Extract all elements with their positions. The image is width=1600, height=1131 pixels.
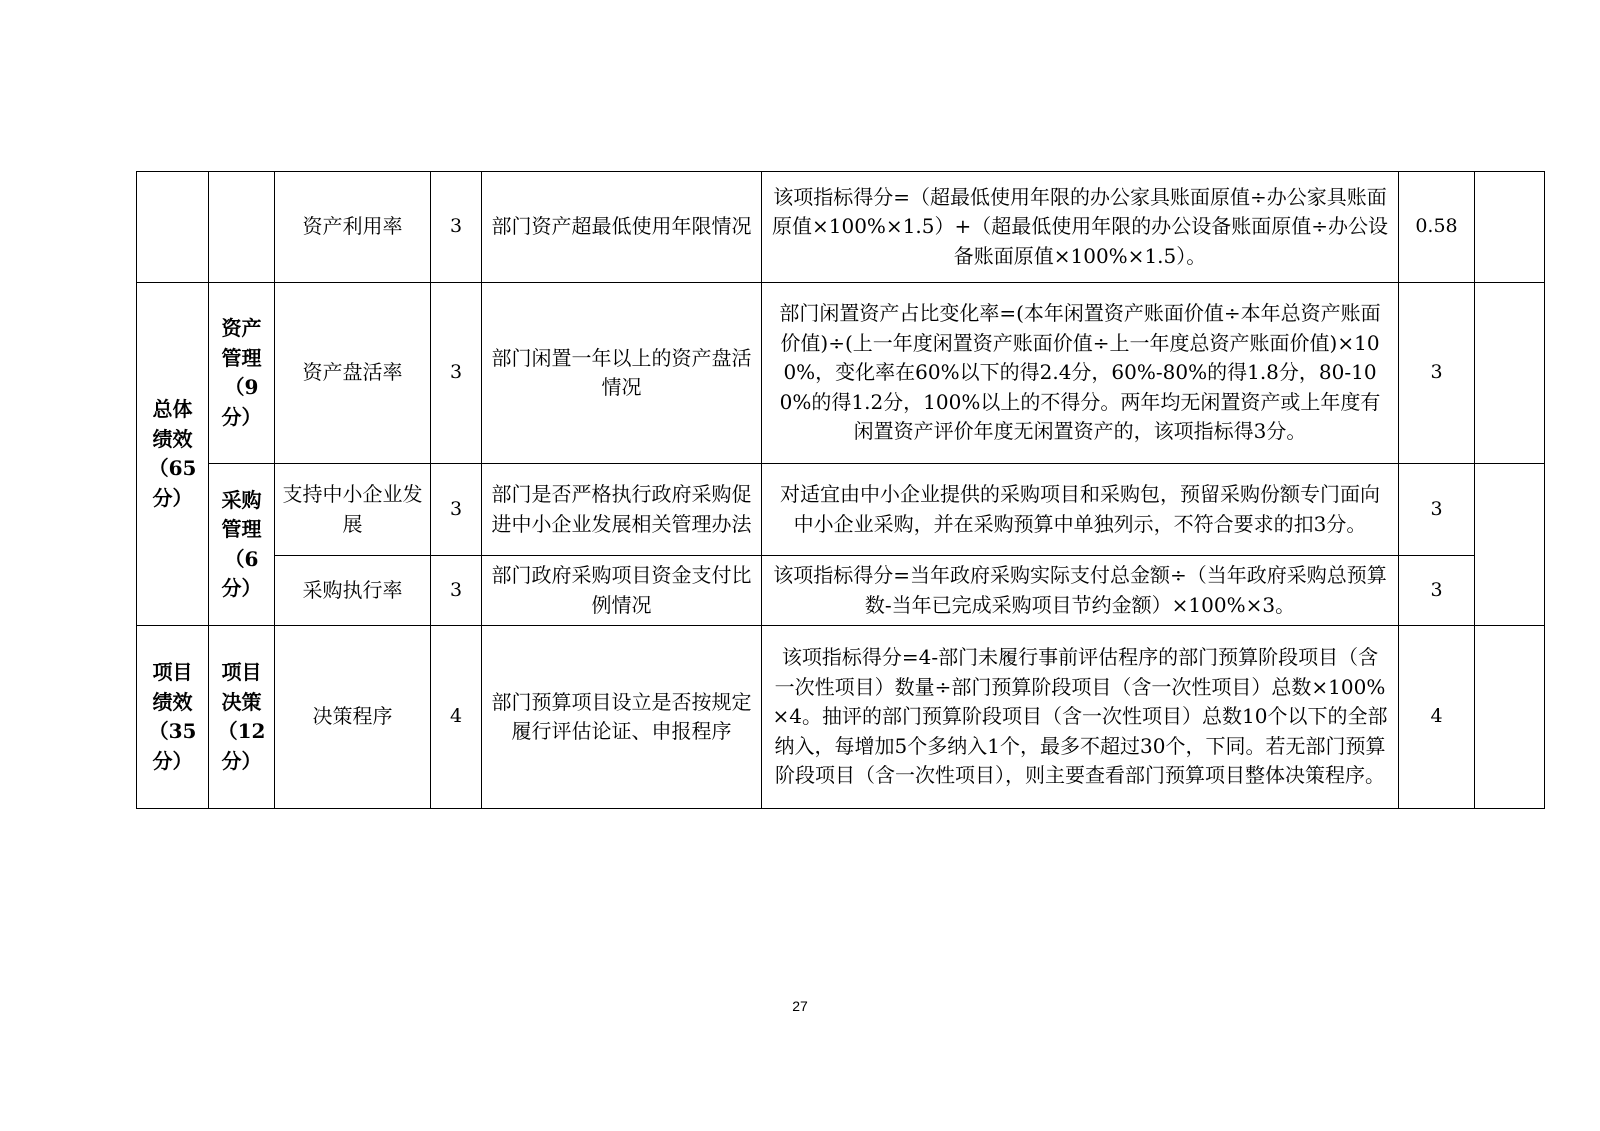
criteria-cell: 该项指标得分=（超最低使用年限的办公家具账面原值÷办公家具账面原值×100%×1.5）+（超最低使用年限的办公设备账面原值÷办公设备账面原值×100%×1.5）。 xyxy=(762,172,1399,283)
indicator-cell: 资产盘活率 xyxy=(275,283,431,464)
subcategory-cell xyxy=(209,172,275,283)
score-cell: 3 xyxy=(1399,464,1475,556)
category-cell xyxy=(137,172,209,283)
criteria-cell: 该项指标得分=4-部门未履行事前评估程序的部门预算阶段项目（含一次性项目）数量÷部门预算阶段项目（含一次性项目）总数×100%×4。抽评的部门预算阶段项目（含一次性项目）总数10个以下的全部纳入，每增加5个多纳入1个，最多不超过30个，下同。若无部门预算阶段项目（含一次性项目），则主要查看部门预算项目整体决策程序。 xyxy=(762,626,1399,809)
subcategory-cell: 项目决策（12分） xyxy=(209,626,275,809)
weight-cell: 4 xyxy=(431,626,482,809)
weight-cell: 3 xyxy=(431,464,482,556)
score-cell: 4 xyxy=(1399,626,1475,809)
category-cell: 项目绩效（35分） xyxy=(137,626,209,809)
remark-cell xyxy=(1475,172,1545,283)
remark-cell xyxy=(1475,283,1545,464)
evaluation-table xyxy=(136,171,1545,809)
score-cell: 0.58 xyxy=(1399,172,1475,283)
page-number: 27 xyxy=(792,998,808,1014)
description-cell: 部门预算项目设立是否按规定履行评估论证、申报程序 xyxy=(482,626,762,809)
category-cell: 总体绩效（65分） xyxy=(137,283,209,626)
subcategory-cell: 采购管理（6分） xyxy=(209,464,275,626)
table-row xyxy=(137,172,1545,283)
remark-cell xyxy=(1475,626,1545,809)
description-cell: 部门闲置一年以上的资产盘活情况 xyxy=(482,283,762,464)
indicator-cell: 决策程序 xyxy=(275,626,431,809)
table-row xyxy=(137,283,1545,464)
indicator-cell: 资产利用率 xyxy=(275,172,431,283)
criteria-cell: 该项指标得分=当年政府采购实际支付总金额÷（当年政府采购总预算数-当年已完成采购项目节约金额）×100%×3。 xyxy=(762,556,1399,626)
table-row xyxy=(137,464,1545,556)
table-row xyxy=(137,626,1545,809)
indicator-cell: 采购执行率 xyxy=(275,556,431,626)
weight-cell: 3 xyxy=(431,283,482,464)
table-row xyxy=(137,556,1545,626)
description-cell: 部门是否严格执行政府采购促进中小企业发展相关管理办法 xyxy=(482,464,762,556)
indicator-cell: 支持中小企业发展 xyxy=(275,464,431,556)
score-cell: 3 xyxy=(1399,556,1475,626)
criteria-cell: 对适宜由中小企业提供的采购项目和采购包，预留采购份额专门面向中小企业采购，并在采购预算中单独列示，不符合要求的扣3分。 xyxy=(762,464,1399,556)
subcategory-cell: 资产管理（9分） xyxy=(209,283,275,464)
criteria-cell: 部门闲置资产占比变化率=(本年闲置资产账面价值÷本年总资产账面价值)÷(上一年度闲置资产账面价值÷上一年度总资产账面价值)×100%，变化率在60%以下的得2.4分，60%-80%的得1.8分，80-100%的得1.2分，100%以上的不得分。两年均无闲置资产或上年度有闲置资产评价年度无闲置资产的，该项指标得3分。 xyxy=(762,283,1399,464)
weight-cell: 3 xyxy=(431,172,482,283)
remark-cell xyxy=(1475,464,1545,626)
description-cell: 部门政府采购项目资金支付比例情况 xyxy=(482,556,762,626)
weight-cell: 3 xyxy=(431,556,482,626)
description-cell: 部门资产超最低使用年限情况 xyxy=(482,172,762,283)
score-cell: 3 xyxy=(1399,283,1475,464)
